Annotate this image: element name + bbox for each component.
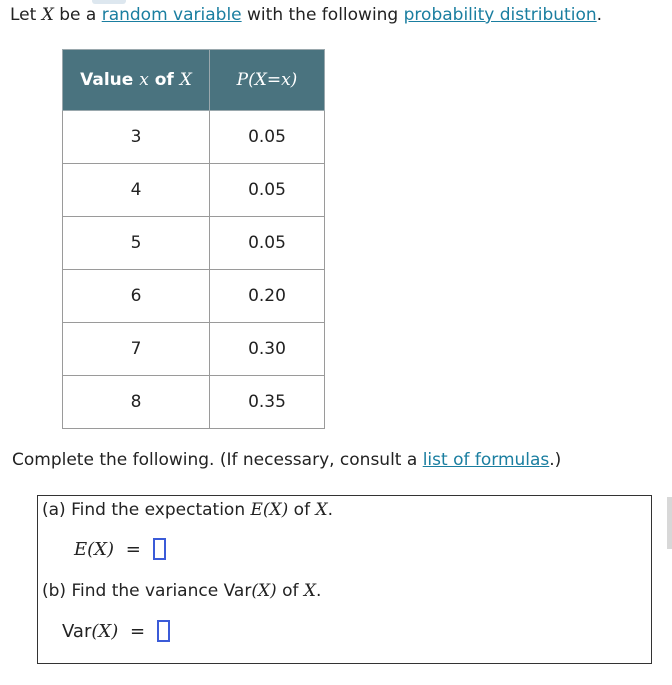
part-a-answer-row: E(X) = bbox=[74, 538, 166, 560]
intro-sentence bbox=[10, 5, 602, 25]
part-a-question: (a) Find the expectation E(X) of X. bbox=[42, 500, 333, 520]
right-edge-fragment bbox=[667, 497, 672, 549]
table-header-row bbox=[63, 50, 325, 111]
table-row bbox=[63, 217, 325, 270]
value-cell: 4 bbox=[63, 164, 210, 217]
value-cell: 8 bbox=[63, 376, 210, 429]
table-row bbox=[63, 376, 325, 429]
intro-mid1: be a bbox=[53, 5, 102, 25]
variance-input[interactable] bbox=[157, 620, 170, 642]
variance-label-word: Var bbox=[62, 621, 92, 642]
probability-cell: 0.05 bbox=[210, 217, 325, 270]
variance-label-expr: (X) bbox=[91, 621, 119, 642]
expectation-input[interactable] bbox=[153, 538, 166, 560]
probability-column-header: P(X=x) bbox=[210, 50, 325, 111]
intro-variable: X bbox=[41, 5, 54, 25]
intro-mid2: with the following bbox=[241, 5, 404, 25]
table-row bbox=[63, 323, 325, 376]
list-of-formulas-link[interactable]: list of formulas bbox=[422, 450, 550, 470]
instructions-suffix: .) bbox=[549, 450, 562, 470]
random-variable-link[interactable]: random variable bbox=[101, 5, 242, 25]
probability-cell: 0.05 bbox=[210, 164, 325, 217]
intro-suffix: . bbox=[596, 5, 603, 25]
instructions bbox=[12, 450, 561, 470]
table-row bbox=[63, 270, 325, 323]
value-cell: 6 bbox=[63, 270, 210, 323]
probability-cell: 0.30 bbox=[210, 323, 325, 376]
probability-distribution-table bbox=[62, 49, 325, 429]
intro-prefix: Let bbox=[10, 5, 42, 25]
probability-cell: 0.35 bbox=[210, 376, 325, 429]
value-column-header: Value x of X bbox=[63, 50, 210, 111]
part-b-answer-row: Var(X) = bbox=[62, 620, 170, 642]
probability-cell: 0.20 bbox=[210, 270, 325, 323]
value-cell: 3 bbox=[63, 111, 210, 164]
probability-cell: 0.05 bbox=[210, 111, 325, 164]
value-cell: 5 bbox=[63, 217, 210, 270]
expectation-label: E(X) bbox=[74, 539, 114, 560]
part-b-question: (b) Find the variance Var(X) of X. bbox=[42, 581, 322, 601]
value-cell: 7 bbox=[63, 323, 210, 376]
table-row bbox=[63, 111, 325, 164]
top-tab-chip bbox=[92, 0, 126, 4]
probability-distribution-link[interactable]: probability distribution bbox=[403, 5, 597, 25]
answer-box bbox=[37, 495, 652, 664]
instructions-prefix: Complete the following. (If necessary, consult a bbox=[12, 450, 423, 470]
table-row bbox=[63, 164, 325, 217]
